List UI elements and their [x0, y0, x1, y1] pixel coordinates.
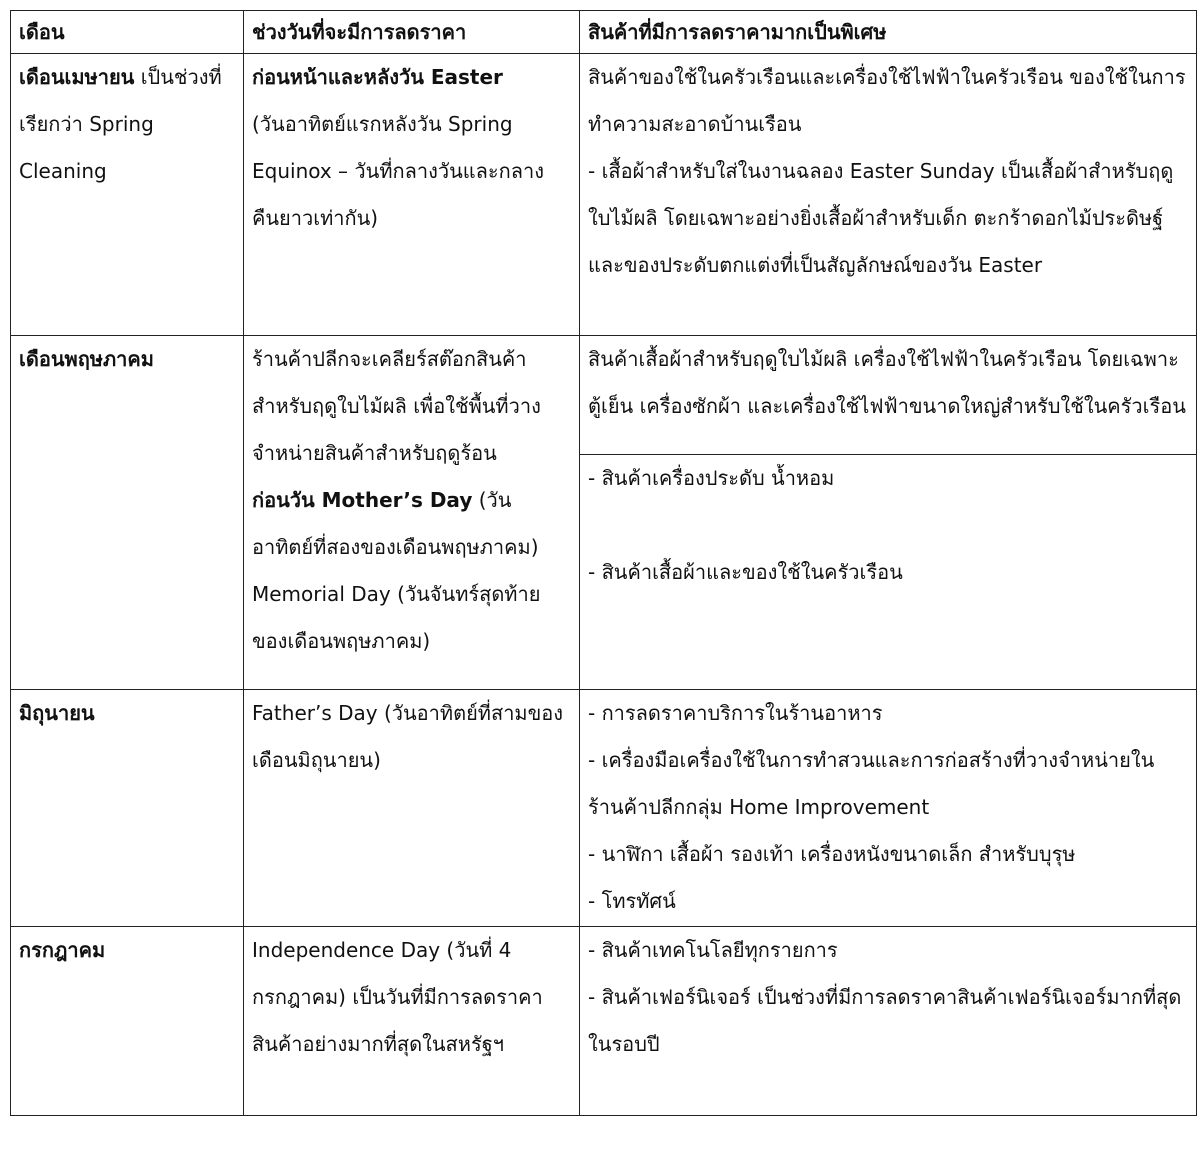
product-item: - นาฬิกา เสื้อผ้า รองเท้า เครื่องหนังขนาดเล็ก สำหรับบุรุษ [588, 842, 1076, 866]
product-item: - สินค้าเสื้อผ้าและของใช้ในครัวเรือน [588, 560, 903, 584]
product-item: สินค้าของใช้ในครัวเรือนและเครื่องใช้ไฟฟ้าในครัวเรือน ของใช้ในการทำความสะอาดบ้านเรือน [588, 65, 1186, 136]
table-row-april [11, 54, 1197, 336]
period-detail: (วันที่ 4 กรกฎาคม) เป็นวันที่มีการลดราคาสินค้าอย่างมากที่สุดในสหรัฐฯ [252, 938, 543, 1056]
cell-month-july [11, 927, 244, 1116]
header-products: สินค้าที่มีการลดราคามากเป็นพิเศษ [580, 11, 1197, 54]
cell-products-may-b [580, 455, 1197, 690]
sales-period-table [10, 10, 1197, 1116]
cell-period-april [244, 54, 580, 336]
cell-period-may [244, 336, 580, 690]
cell-products-april [580, 54, 1197, 336]
period-main: Father’s Day [252, 701, 378, 725]
period-title [252, 477, 571, 571]
month-label: มิถุนายน [19, 701, 95, 725]
table-row-may [11, 336, 1197, 455]
period-detail: (วันจันทร์สุดท้ายของเดือนพฤษภาคม) [252, 582, 541, 653]
product-item: - การลดราคาบริการในร้านอาหาร [588, 701, 883, 725]
cell-period-june [244, 690, 580, 927]
month-label: กรกฎาคม [19, 938, 106, 962]
header-period: ช่วงวันที่จะมีการลดราคา [244, 11, 580, 54]
cell-month-may [11, 336, 244, 690]
period-note: ร้านค้าปลีกจะเคลียร์สต๊อกสินค้าสำหรับฤดูใบไม้ผลิ เพื่อใช้พื้นที่วางจำหน่ายสินค้าสำหรับฤดูร้อน [252, 347, 541, 465]
cell-products-july [580, 927, 1197, 1116]
cell-month-april [11, 54, 244, 336]
product-item: - เครื่องมือเครื่องใช้ในการทำสวนและการก่อสร้างที่วางจำหน่ายในร้านค้าปลีกกลุ่ม Home Improvement [588, 748, 1155, 819]
month-note: เป็นช่วงที่เรียกว่า Spring Cleaning [19, 65, 222, 183]
period-main: Independence Day [252, 938, 441, 962]
period-main: Memorial Day [252, 582, 391, 606]
period-detail: (วันอาทิตย์ที่สามของเดือนมิถุนายน) [252, 701, 564, 772]
cell-products-may-a [580, 336, 1197, 455]
table-row-june [11, 690, 1197, 927]
period-bold: ก่อนวัน Mother’s Day [252, 488, 473, 512]
month-label: เดือนพฤษภาคม [19, 347, 154, 371]
table-row-july [11, 927, 1197, 1116]
period-title: ก่อนหน้าและหลังวัน Easter [252, 65, 503, 89]
cell-period-july [244, 927, 580, 1116]
product-item: - เสื้อผ้าสำหรับใส่ในงานฉลอง Easter Sunday เป็นเสื้อผ้าสำหรับฤดูใบไม้ผลิ โดยเฉพาะอย่างยิ่งเสื้อผ้าสำหรับเด็ก ตะกร้าดอกไม้ประดิษฐ์ และของประดับตกแต่งที่เป็นสัญลักษณ์ของวัน Easter [588, 159, 1174, 277]
cell-products-june [580, 690, 1197, 927]
month-label: เดือนเมษายน [19, 65, 135, 89]
period-detail: (วันอาทิตย์ที่สองของเดือนพฤษภาคม) [252, 488, 539, 559]
product-item: - สินค้าเครื่องประดับ น้ำหอม [588, 466, 835, 490]
spacer [588, 502, 1188, 549]
period-note: (วันอาทิตย์แรกหลังวัน Spring Equinox – วันที่กลางวันและกลางคืนยาวเท่ากัน) [252, 112, 545, 230]
header-month: เดือน [11, 11, 244, 54]
product-item: สินค้าเสื้อผ้าสำหรับฤดูใบไม้ผลิ เครื่องใช้ไฟฟ้าในครัวเรือน โดยเฉพาะตู้เย็น เครื่องซักผ้า และเครื่องใช้ไฟฟ้าขนาดใหญ่สำหรับใช้ในครัวเรือน [588, 347, 1186, 418]
product-item: - โทรทัศน์ [588, 889, 676, 913]
product-item: - สินค้าเฟอร์นิเจอร์ เป็นช่วงที่มีการลดราคาสินค้าเฟอร์นิเจอร์มากที่สุดในรอบปี [588, 985, 1182, 1056]
table-header-row [11, 11, 1197, 54]
period-title [252, 571, 571, 665]
cell-month-june [11, 690, 244, 927]
product-item: - สินค้าเทคโนโลยีทุกรายการ [588, 938, 838, 962]
